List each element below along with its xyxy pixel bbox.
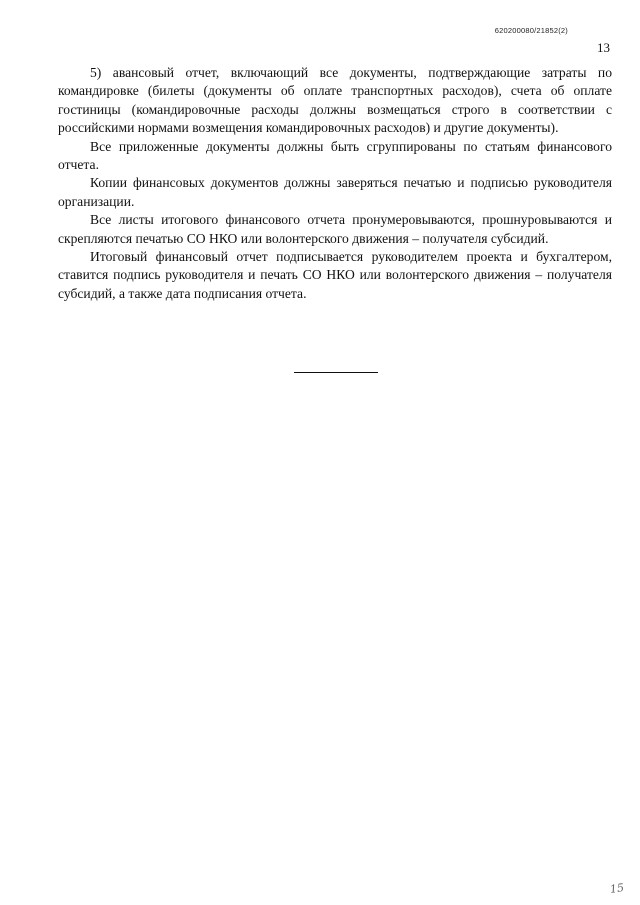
end-separator-line — [294, 372, 378, 373]
handwritten-sheet-number: 15 — [609, 881, 625, 896]
paragraph-grouping: Все приложенные документы должны быть сгруппированы по статьям финансового отчета. — [58, 138, 612, 173]
document-registration-number: 620200080/21852(2) — [494, 26, 568, 35]
paragraph-sheets-binding: Все листы итогового финансового отчета пронумеровываются, прошнуровываются и скрепляются печатью СО НКО или волонтерского движения – получателя субсидий. — [58, 212, 612, 246]
page-number: 13 — [597, 40, 610, 55]
document-body — [58, 64, 612, 303]
paragraph-copies-certification: Копии финансовых документов должны заверяться печатью и подписью руководителя организации. — [58, 175, 612, 209]
paragraph-advance-report: 5) авансовый отчет, включающий все документы, подтверждающие затраты по командировке (билеты (документы об оплате транспортных расходов), счета об оплате гостиницы (командировочные расходы должны возмещаться строго в соответствии с российскими нормами возмещения командировочных расходов) и другие документы). — [58, 65, 612, 136]
paragraph-signature: Итоговый финансовый отчет подписывается руководителем проекта и бухгалтером, ставится подпись руководителя и печать СО НКО или волонтерского движения – получателя субсидий, а также дата подписания отчета. — [58, 249, 612, 301]
